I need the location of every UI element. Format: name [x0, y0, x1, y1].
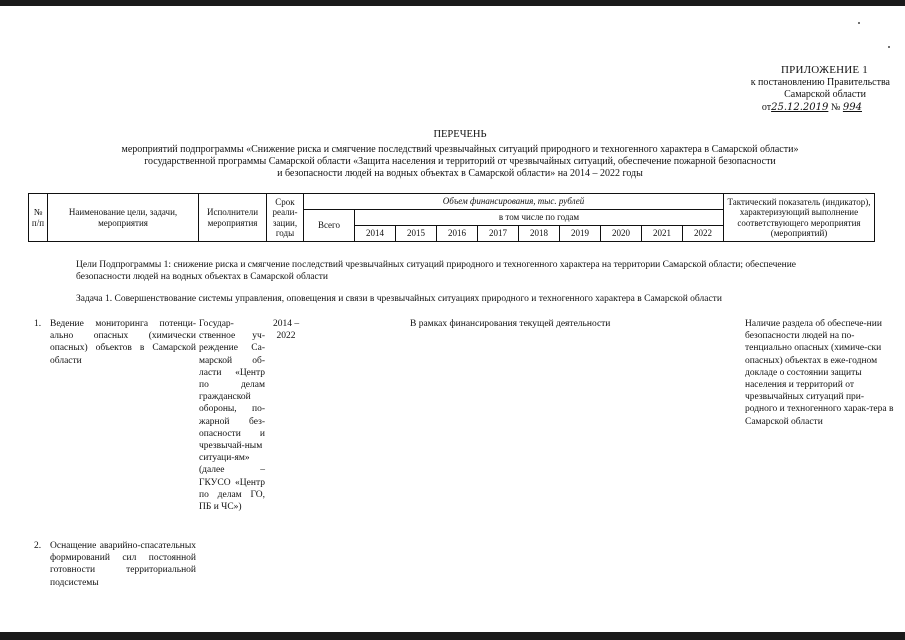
- handwritten-date: 25.12.2019: [771, 101, 829, 113]
- col-name-header: Наименование цели, задачи, мероприятия: [48, 194, 199, 242]
- appendix-block: [690, 64, 890, 114]
- col-exec-header: Исполнители мероприятия: [199, 194, 267, 242]
- col-total-header: Всего: [304, 210, 355, 242]
- document-heading: [60, 129, 860, 180]
- row-1-number: 1.: [34, 319, 42, 329]
- col-term-header: Срок реали-зации, годы: [267, 194, 304, 242]
- appendix-line-1: к постановлению Правительства: [750, 76, 890, 88]
- year-cell: 2014: [355, 226, 396, 242]
- task-1: Задача 1. Совершенствование системы управления, оповещения и связи в чрезвычайных ситуациях природного и техногенного характера в Самарской области: [76, 294, 722, 304]
- handwritten-number: 994: [842, 101, 862, 113]
- scan-speck: [888, 46, 890, 48]
- heading-line-3: и безопасности людей на водных объектах в Самарской области» на 2014 – 2022 годы: [277, 168, 643, 179]
- col-num-header: № п/п: [29, 194, 48, 242]
- col-incl-header: в том числе по годам: [355, 210, 724, 226]
- scan-edge-bottom: [0, 632, 905, 640]
- row-1-indicator: Наличие раздела об обеспече-нии безопасности людей на по-тенциально опасных (химиче-ски опасных) объектах в еже-годном докладе о состоянии защиты населения и территорий от чрезвычайных ситуаций при-родного и техногенного харак-тера в Самарской области: [745, 319, 894, 427]
- number-label: №: [830, 101, 841, 113]
- header-table: [28, 193, 875, 242]
- appendix-date-line: [690, 102, 862, 115]
- col-indicator-header: Тактический показатель (индикатор), характеризующий выполнение соответствующего мероприятия (мероприятий): [724, 194, 875, 242]
- col-funding-header: Объем финансирования, тыс. рублей: [304, 194, 724, 210]
- row-1-executor: Государ-ственное уч-реждение Са-марской об-ласти «Центр по делам гражданской обороны, по-жарной без-опасности и чрезвычай-ным ситуаци-ям» (далее – ГКУСО «Центр по делам ГО, ПБ и ЧС»): [199, 319, 265, 513]
- year-cell: 2022: [683, 226, 724, 242]
- subprogram-goal: Цели Подпрограммы 1: снижение риска и смягчение последствий чрезвычайных ситуаций природного и техногенного характера на территории Самарской области; обеспечение безопасности людей на водных объектах в Самарской области: [76, 260, 797, 282]
- row-1-name: Ведение мониторинга потенци-ально опасных (химически опасных) объектов в Самарской области: [50, 319, 196, 366]
- row-2-name: Оснащение аварийно-спасательных формирований сил постоянной готовности территориальной подсистемы: [50, 541, 196, 588]
- heading-line-1: мероприятий подпрограммы «Снижение риска и смягчение последствий чрезвычайных ситуаций природного и техногенного характера в Самарской области»: [121, 144, 799, 155]
- heading-title: ПЕРЕЧЕНЬ: [433, 129, 487, 140]
- date-prefix: от: [761, 101, 772, 113]
- scan-speck: [858, 22, 860, 24]
- year-cell: 2015: [396, 226, 437, 242]
- year-cell: 2019: [560, 226, 601, 242]
- row-2-number: 2.: [34, 541, 42, 551]
- year-cell: 2016: [437, 226, 478, 242]
- heading-line-2: государственной программы Самарской области «Защита населения и территорий от чрезвычайных ситуаций, обеспечение пожарной безопасности: [144, 156, 776, 167]
- year-cell: 2017: [478, 226, 519, 242]
- scan-edge-top: [0, 0, 905, 6]
- row-1-funding: В рамках финансирования текущей деятельности: [410, 319, 611, 329]
- year-cell: 2020: [601, 226, 642, 242]
- row-1-term: 2014 – 2022: [272, 319, 300, 342]
- appendix-line-2: Самарской области: [784, 89, 866, 100]
- appendix-title: ПРИЛОЖЕНИЕ 1: [781, 64, 868, 76]
- year-cell: 2018: [519, 226, 560, 242]
- year-cell: 2021: [642, 226, 683, 242]
